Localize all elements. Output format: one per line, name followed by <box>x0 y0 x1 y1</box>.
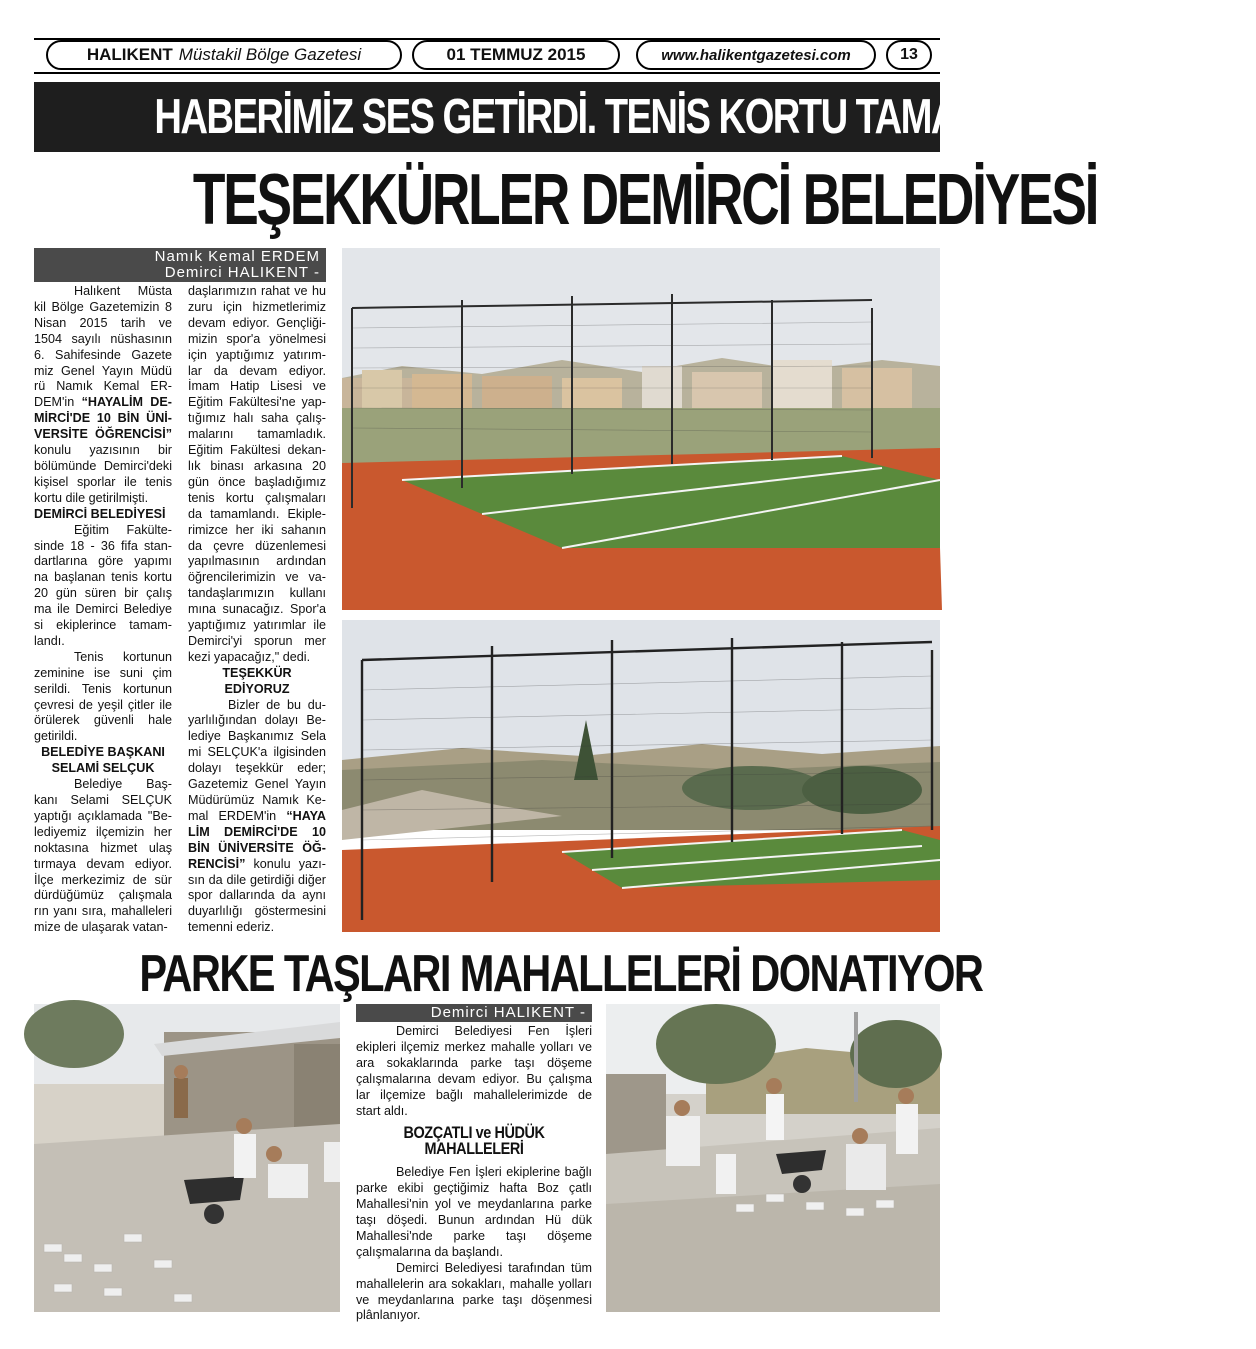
byline-place: Demirci HALIKENT - <box>164 264 320 281</box>
paving-photo-left <box>34 1004 340 1312</box>
col2-p2-bold: “HAYA LİM DEMİRCİ'DE 10 BİN ÜNİVERSİTE ÖĞ-RENCİSİ” <box>188 808 326 871</box>
col1-subhead-2: BELEDİYE BAŞKANI SELAMİ SELÇUK <box>41 745 165 776</box>
issue-date: 01 TEMMUZ 2015 <box>446 45 586 64</box>
paper-name: HALIKENT <box>86 45 173 64</box>
story2-subhead <box>356 1125 592 1157</box>
story2-byline <box>356 1004 592 1022</box>
story2-headline <box>34 945 983 1003</box>
page-number-pill <box>886 40 932 70</box>
byline-author: Namık Kemal ERDEM <box>154 248 320 265</box>
tennis-court-photo-2 <box>342 620 940 932</box>
col2-p2-text-2: konulu yazı-sın da dile getirdiği diğer spor dallarında da aynı duyarlılığı göstermesini temenni ederiz. <box>188 856 326 935</box>
story2-byline-place: Demirci HALIKENT - <box>430 1004 586 1021</box>
col2-p2-text: Bizler de bu du-yarlılığından dolayı Be-lediye Başkanımız Sela mi SELÇUK'a ilgisinden dolayı teşekkür eder; Gazetemiz Genel Yayın Müdürümüz Namık Ke-mal ERDEM'in <box>188 697 326 823</box>
col1-paragraph-3: Tenis kortunun zeminine ise suni çim serildi. Tenis kortunun çevresi de yeşil çitler ile örülerek güvenli hale getirildi. <box>34 649 172 744</box>
kicker-text: HABERİMİZ SES GETİRDİ. TENİS KORTU TAMAM ! <box>154 90 1008 144</box>
col1-paragraph-4: Belediye Baş-kanı Selami SELÇUK yaptığı açıklamada "Be-lediyemiz ilçemizin her noktasına hizmet ulaş tırmaya devam ediyor. İlçe merkezimiz de sür dürdüğümüz çalışmala rın yanı sıra, mahalleleri mize de ulaşarak vatan- <box>34 777 172 935</box>
story2-paragraph-3: Demirci Belediyesi tarafından tüm mahallelerin ara sokakları, mahalle yolları ve meydanlarına parke taşı döşenmesi plânlanıyor. <box>356 1260 592 1323</box>
col1-paragraph-1 <box>34 284 172 507</box>
col1-subhead-1: DEMİRCİ BELEDİYESİ <box>34 506 166 521</box>
story1-byline <box>34 248 326 282</box>
paper-tagline: Müstakil Bölge Gazetesi <box>178 45 362 64</box>
story2-paragraph-2: Belediye Fen İşleri ekiplerine bağlı parke ekibi geçtiğimiz hafta Boz çatlı Mahallesi'nin yol ve meydanlarına parke taşı döşedi. Bunun ardından Hü dük Mahallesi'nde parke taşı döşeme çalışmalarına da başlandı. <box>356 1165 592 1259</box>
story2-paragraph-1: Demirci Belediyesi Fen İşleri ekipleri ilçemiz merkez mahalle yolları ve ara sokaklarında parke taşı döşeme çalışmalarına devam ediyor. Bu çalışma lar ilçemize bağlı mahallelerimizde de start aldı. <box>356 1024 592 1118</box>
story2-column <box>356 1024 592 1324</box>
story1-column-1 <box>34 284 172 936</box>
col1-paragraph-2: Eğitim Fakülte-sinde 18 - 36 fifa stan-dartlarına göre yapımı na başlanan tenis kortu 20 gün süren bir çalış ma ile Demirci Belediye si ekiplerince tamam-landı. <box>34 522 172 648</box>
date-pill <box>412 40 620 70</box>
story2-subhead-text: BOZÇATLI ve HÜDÜK MAHALLELERİ <box>403 1123 545 1159</box>
story1-column-2 <box>188 284 326 936</box>
paving-photo-right <box>606 1004 940 1312</box>
col1-p1-bold: “HAYALİM DE-MİRCİ'DE 10 BİN ÜNİ-VERSİTE ÖĞRENCİSİ” <box>34 395 172 442</box>
tennis-court-photo-1 <box>342 248 940 610</box>
col2-paragraph-2 <box>188 698 326 937</box>
col1-p1-text-2: konulu yazısının bir bölümünde Demirci'deki kişisel sporlar ile tenis kortu dile getirilmişti. <box>34 443 172 505</box>
col1-p1-text: Halıkent Müsta kil Bölge Gazetemizin 8 Nisan 2015 tarih ve 1504 sayılı nüshasının 6. Sahifesinde Gazete miz Genel Yayın Müdü rü Namık Kemal ER-DEM'in <box>34 284 172 410</box>
col2-paragraph-1: daşlarımızın rahat ve hu zuru için hizmetlerimiz devam ediyor. Gençliği-mizin spor'a yönelmesi için yaptığımız yatırım-lar da devam ediyor. İmam Hatip Lisesi ve Eğitim Fakültesi'ne yap-tığımız halı saha çalış-malarını tamamladık. Eğitim Fakültesi dekan-lık binası arkasına 20 gün önce başladığımız tenis kortu çalışmaları da tamamlandı. Ekiple-rimizce her iki sahanın da çevre düzenlemesi yapılmasının ardından öğrencilerimizin ve va-tandaşlarımızın kullanı mına sunacağız. Spor'a yaptığımız yatırımlar ile Demirci'yi sporun mer kezi yapacağız," dedi. <box>188 284 326 664</box>
main-headline <box>34 160 1098 240</box>
story2-headline-text: PARKE TAŞLARI MAHALLELERİ DONATIYOR <box>139 945 983 1003</box>
col2-subhead-1: TEŞEKKÜR EDİYORUZ <box>222 665 292 696</box>
website-link[interactable]: www.halikentgazetesi.com <box>661 46 851 64</box>
paper-name-pill <box>46 40 402 70</box>
page-number: 13 <box>900 46 918 63</box>
main-headline-text: TEŞEKKÜRLER DEMİRCİ BELEDİYESİ <box>192 160 1098 240</box>
kicker-banner <box>34 82 1008 152</box>
website-pill <box>636 40 876 70</box>
